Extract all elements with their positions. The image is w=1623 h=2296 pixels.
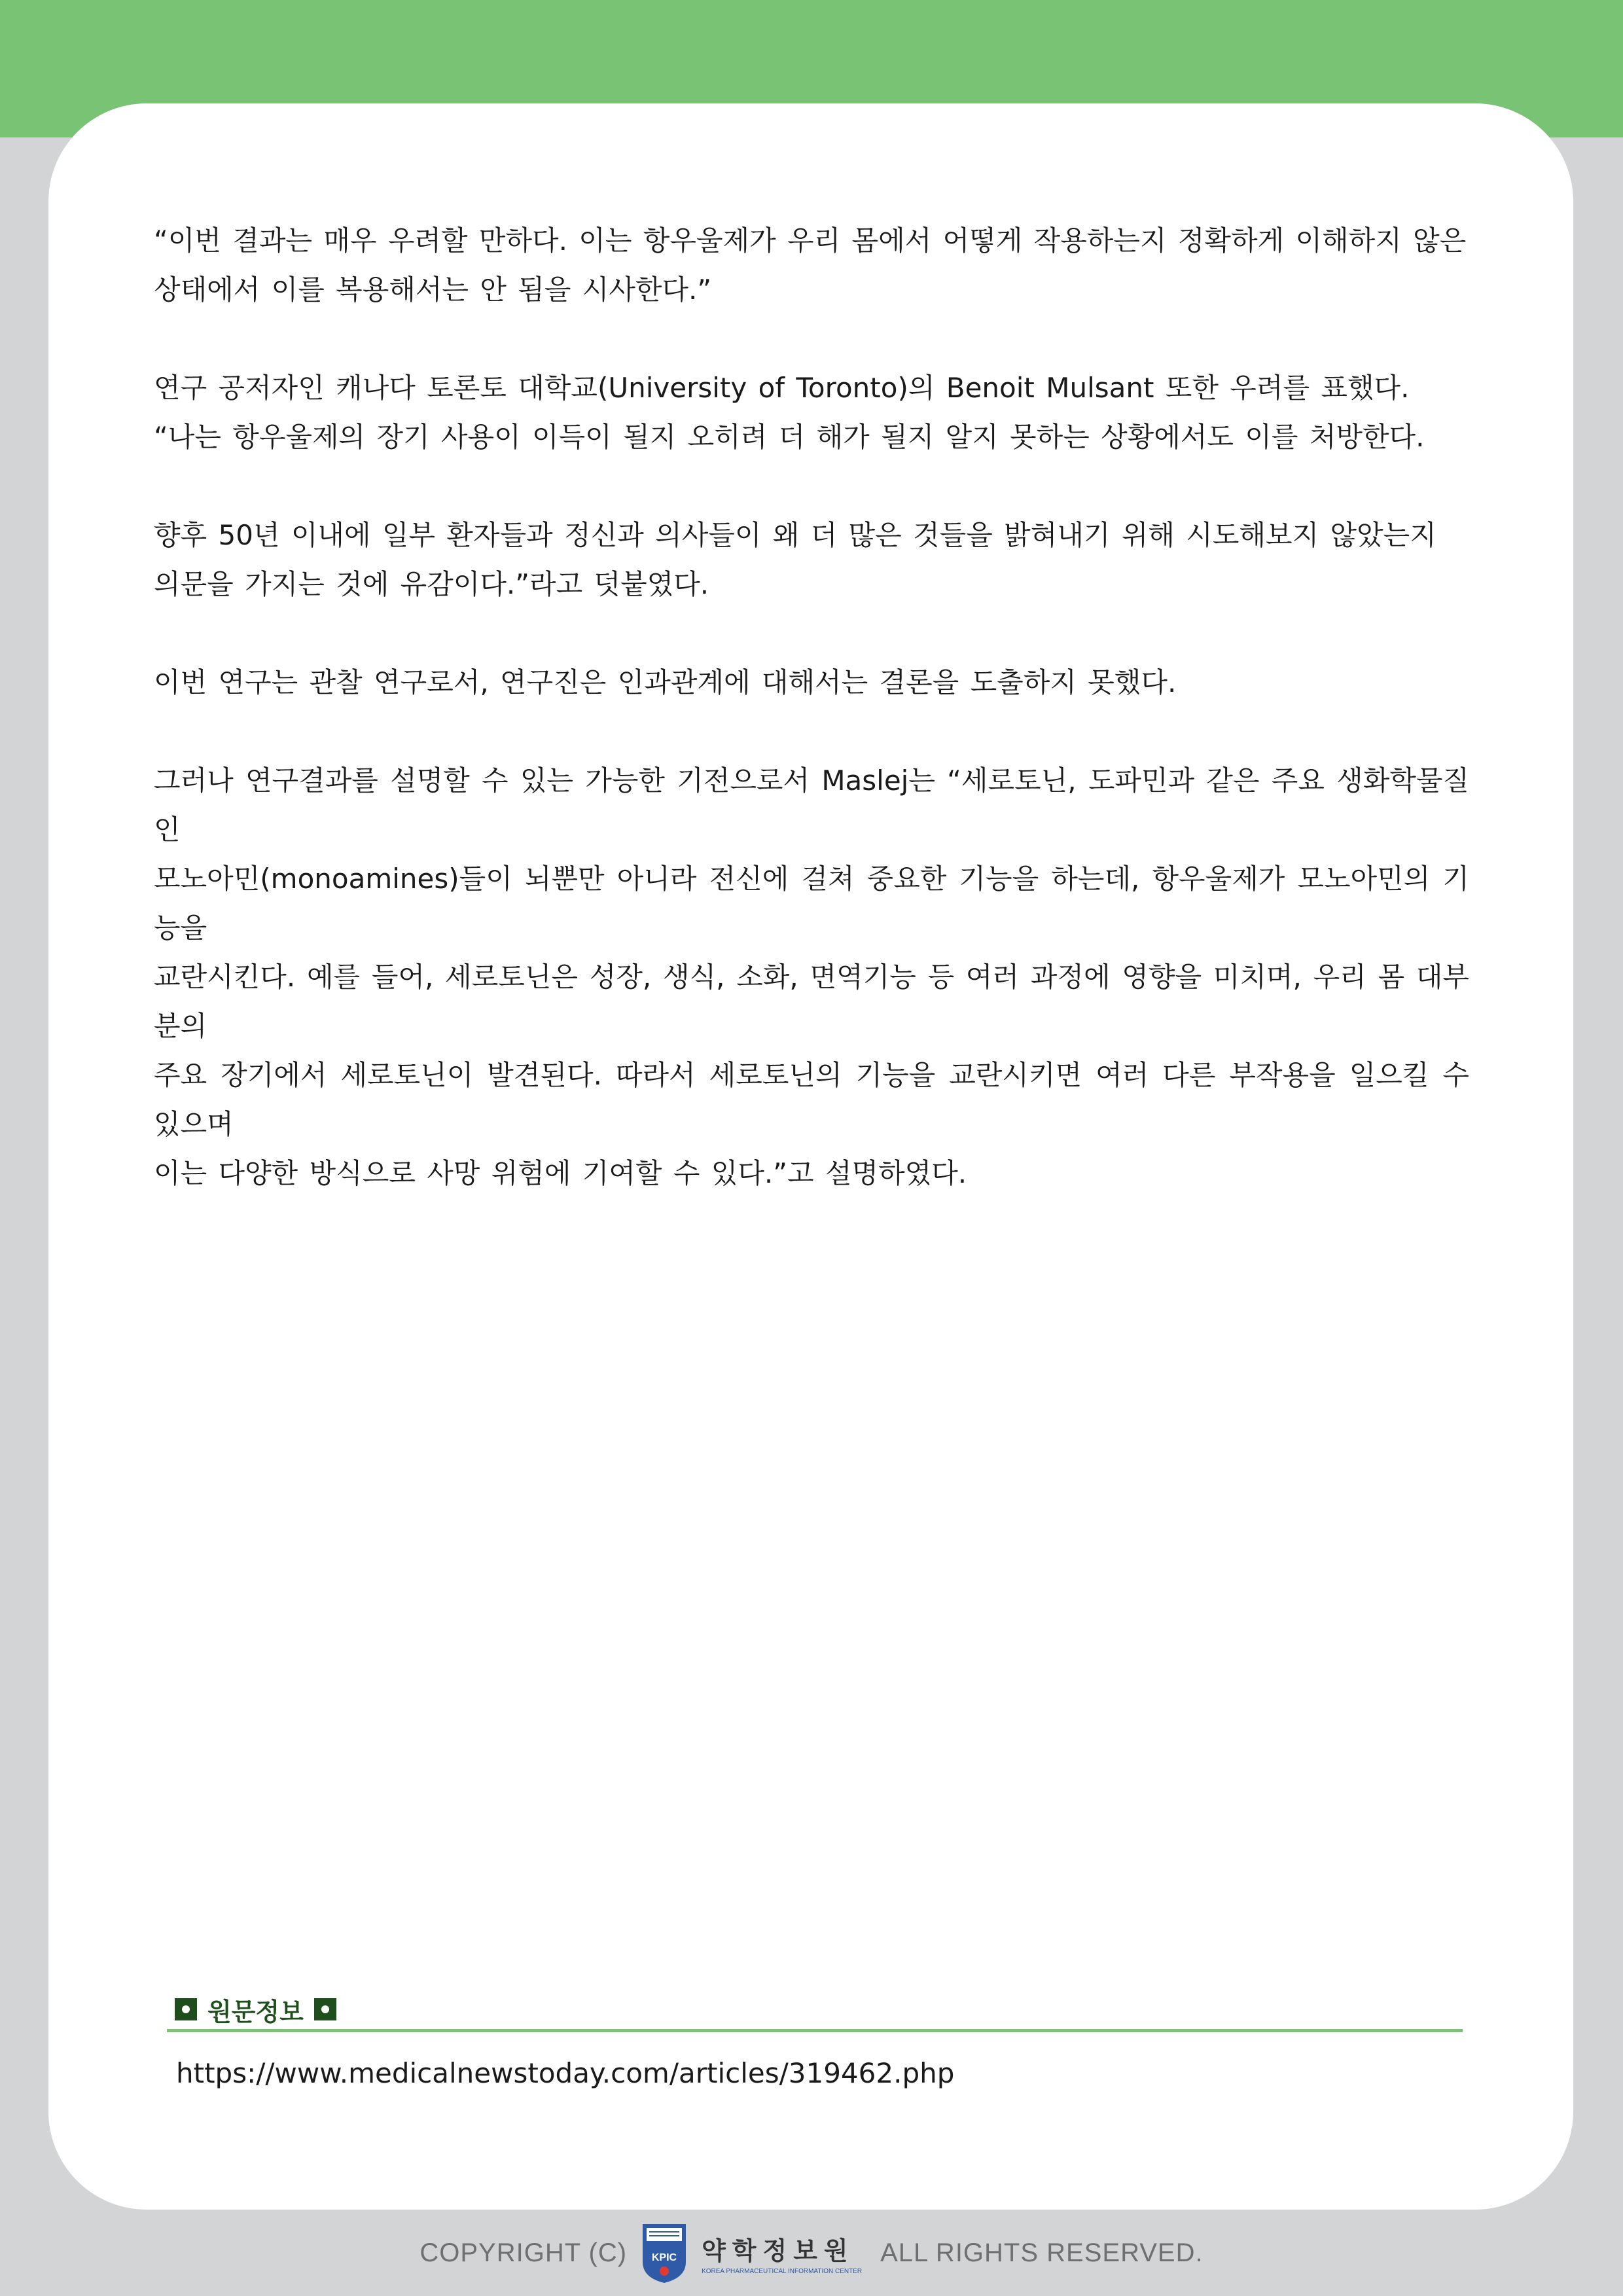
bullet-square-icon <box>175 1998 197 2020</box>
source-url-link[interactable]: https://www.medicalnewstoday.com/articles/319462.php <box>176 2057 955 2089</box>
paragraph-line: 향후 50년 이내에 일부 환자들과 정신과 의사들이 왜 더 많은 것들을 밝혀내기 위해 시도해보지 않았는지 <box>154 519 1436 551</box>
paragraph-5 <box>154 756 1469 1198</box>
article-body <box>154 216 1469 1247</box>
source-heading <box>167 1990 1463 2032</box>
source-heading-label: 원문정보 <box>207 1997 304 2026</box>
kpic-logo-icon <box>640 2221 688 2284</box>
rights-text: ALL RIGHTS RESERVED. <box>880 2238 1204 2267</box>
paragraph-4 <box>154 658 1469 707</box>
paragraph-3 <box>154 511 1469 609</box>
paragraph-line: 그러나 연구결과를 설명할 수 있는 가능한 기전으로서 Maslej는 “세로토닌, 도파민과 같은 주요 생화학물질인 <box>154 764 1469 846</box>
paragraph-line: 상태에서 이를 복용해서는 안 됨을 시사한다.” <box>154 274 712 306</box>
logo-wordmark <box>702 2231 862 2275</box>
paragraph-2 <box>154 363 1469 461</box>
bullet-square-icon <box>314 1998 336 2020</box>
logo-korean-text: 약학정보원 <box>702 2236 855 2265</box>
paragraph-line: 의문을 가지는 것에 유감이다.”라고 덧붙였다. <box>154 568 709 600</box>
paragraph-line: “나는 항우울제의 장기 사용이 이득이 될지 오히려 더 해가 될지 알지 못하는 상황에서도 이를 처방한다. <box>154 421 1425 453</box>
paragraph-1 <box>154 216 1469 314</box>
logo-badge-text: KPIC <box>651 2252 677 2263</box>
paragraph-line: 연구 공저자인 캐나다 토론토 대학교(University of Toronto)의 Benoit Mulsant 또한 우려를 표했다. <box>154 372 1410 404</box>
copyright-text: COPYRIGHT (C) <box>419 2238 628 2267</box>
paragraph-line: 이는 다양한 방식으로 사망 위험에 기여할 수 있다.”고 설명하였다. <box>154 1157 967 1189</box>
paragraph-line: 이번 연구는 관찰 연구로서, 연구진은 인과관계에 대해서는 결론을 도출하지 못했다. <box>154 666 1177 698</box>
paragraph-line: 모노아민(monoamines)들이 뇌뿐만 아니라 전신에 걸쳐 중요한 기능을 하는데, 항우울제가 모노아민의 기능을 <box>154 863 1469 944</box>
paragraph-line: 주요 장기에서 세로토닌이 발견된다. 따라서 세로토닌의 기능을 교란시키면 여러 다른 부작용을 일으킬 수 있으며 <box>154 1059 1469 1140</box>
footer <box>0 2210 1623 2296</box>
paragraph-line: “이번 결과는 매우 우려할 만하다. 이는 항우울제가 우리 몸에서 어떻게 작용하는지 정확하게 이해하지 않은 <box>154 224 1467 257</box>
source-info-section <box>167 1990 1463 2089</box>
logo-english-text: KOREA PHARMACEUTICAL INFORMATION CENTER <box>702 2268 863 2275</box>
paragraph-line: 교란시킨다. 예를 들어, 세로토닌은 성장, 생식, 소화, 면역기능 등 여러 과정에 영향을 미치며, 우리 몸 대부분의 <box>154 961 1469 1042</box>
